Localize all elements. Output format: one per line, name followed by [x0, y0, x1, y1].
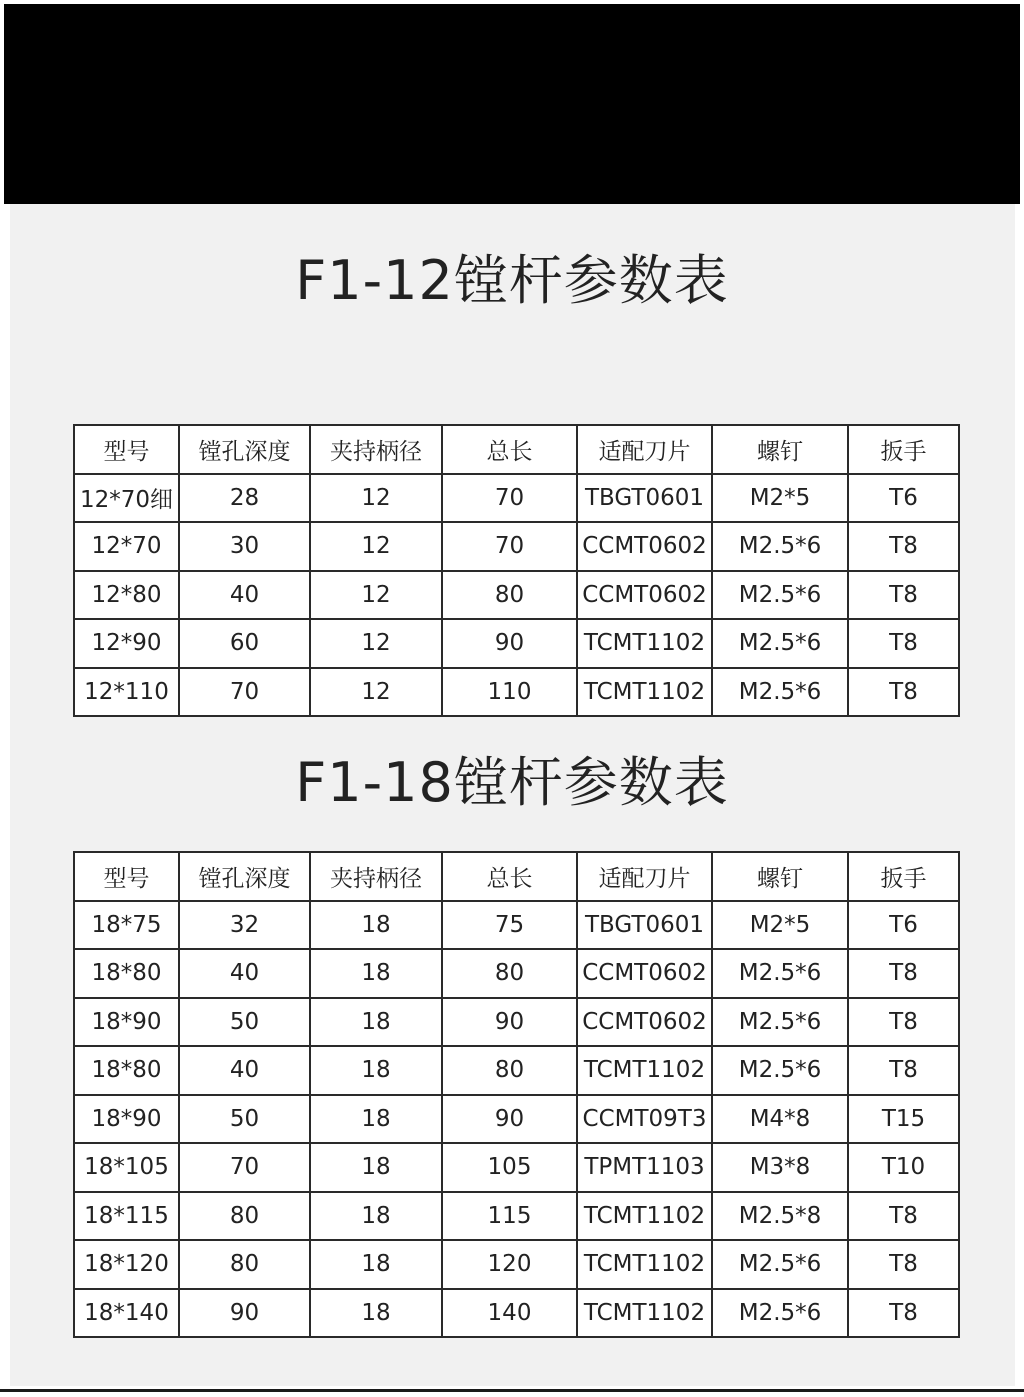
table-cell: T8: [848, 1240, 959, 1289]
table-cell: 12: [310, 522, 442, 571]
table-cell: 18*80: [74, 949, 179, 998]
table-cell: 18: [310, 998, 442, 1047]
table-cell: M2.5*6: [712, 668, 848, 717]
table-cell: 80: [442, 1046, 577, 1095]
table-cell: 70: [179, 668, 310, 717]
table-cell: T8: [848, 1289, 959, 1338]
table-cell: CCMT0602: [577, 949, 712, 998]
table-cell: M2.5*6: [712, 1046, 848, 1095]
table-cell: TCMT1102: [577, 619, 712, 668]
table-cell: 50: [179, 998, 310, 1047]
table-cell: 70: [179, 1143, 310, 1192]
table-row: [74, 998, 959, 1047]
table-cell: 18: [310, 901, 442, 950]
table-row: [74, 668, 959, 717]
table-cell: TCMT1102: [577, 1289, 712, 1338]
table-cell: M4*8: [712, 1095, 848, 1144]
table-cell: 12: [310, 668, 442, 717]
header-row: [74, 425, 959, 474]
table-cell: T8: [848, 1192, 959, 1241]
table-cell: 12: [310, 571, 442, 620]
table-row: [74, 1143, 959, 1192]
table-cell: T8: [848, 949, 959, 998]
table-cell: 12*70: [74, 522, 179, 571]
table-cell: 90: [179, 1289, 310, 1338]
table-cell: 18: [310, 1143, 442, 1192]
table-cell: M2.5*6: [712, 1240, 848, 1289]
table-cell: 18: [310, 949, 442, 998]
table-cell: M2.5*6: [712, 1289, 848, 1338]
table-cell: 90: [442, 1095, 577, 1144]
table-cell: 18*90: [74, 1095, 179, 1144]
table-cell: T8: [848, 522, 959, 571]
table-cell: 18: [310, 1095, 442, 1144]
table-cell: 18*115: [74, 1192, 179, 1241]
table-title-f1-12: F1-12镗杆参数表: [295, 249, 729, 312]
table-cell: 140: [442, 1289, 577, 1338]
table-cell: T6: [848, 474, 959, 523]
top-banner: [4, 4, 1020, 204]
table-cell: 18*105: [74, 1143, 179, 1192]
column-header: 螺钉: [712, 852, 848, 901]
column-header: 镗孔深度: [179, 852, 310, 901]
table-cell: 12*80: [74, 571, 179, 620]
table-cell: 30: [179, 522, 310, 571]
table-cell: 80: [442, 949, 577, 998]
table-cell: 18*80: [74, 1046, 179, 1095]
column-header: 镗孔深度: [179, 425, 310, 474]
table-cell: 70: [442, 474, 577, 523]
table-cell: 18: [310, 1289, 442, 1338]
table-cell: M2*5: [712, 901, 848, 950]
table-cell: 28: [179, 474, 310, 523]
table-cell: 12: [310, 619, 442, 668]
table-cell: 18: [310, 1192, 442, 1241]
table-cell: TCMT1102: [577, 1240, 712, 1289]
spec-table-f1-18: [73, 851, 960, 1338]
table-row: [74, 901, 959, 950]
table-cell: 18*75: [74, 901, 179, 950]
table-cell: T8: [848, 619, 959, 668]
table-cell: 70: [442, 522, 577, 571]
table-row: [74, 1289, 959, 1338]
table-cell: 90: [442, 619, 577, 668]
table-cell: 80: [179, 1240, 310, 1289]
table-cell: CCMT0602: [577, 571, 712, 620]
column-header: 螺钉: [712, 425, 848, 474]
table-cell: 12*90: [74, 619, 179, 668]
table-cell: M2.5*6: [712, 571, 848, 620]
table-cell: 90: [442, 998, 577, 1047]
column-header: 夹持柄径: [310, 852, 442, 901]
table-row: [74, 571, 959, 620]
table-cell: 18: [310, 1046, 442, 1095]
table-cell: M2.5*6: [712, 998, 848, 1047]
table-cell: 32: [179, 901, 310, 950]
table-cell: T8: [848, 998, 959, 1047]
table-cell: 18*90: [74, 998, 179, 1047]
table-cell: 80: [179, 1192, 310, 1241]
table-row: [74, 1095, 959, 1144]
column-header: 扳手: [848, 852, 959, 901]
table-cell: 18: [310, 1240, 442, 1289]
table-row: [74, 522, 959, 571]
table-cell: T10: [848, 1143, 959, 1192]
spec-table-f1-12: [73, 424, 960, 717]
table-cell: TBGT0601: [577, 474, 712, 523]
bottom-divider: [0, 1389, 1024, 1392]
table-cell: T8: [848, 1046, 959, 1095]
table-cell: CCMT0602: [577, 522, 712, 571]
header-row: [74, 852, 959, 901]
table-cell: T8: [848, 571, 959, 620]
table-cell: 12*110: [74, 668, 179, 717]
table-cell: T8: [848, 668, 959, 717]
table-cell: 115: [442, 1192, 577, 1241]
table-cell: 18*120: [74, 1240, 179, 1289]
table-cell: 80: [442, 571, 577, 620]
table-cell: T6: [848, 901, 959, 950]
table-cell: T15: [848, 1095, 959, 1144]
column-header: 总长: [442, 425, 577, 474]
table-row: [74, 949, 959, 998]
table-row: [74, 1046, 959, 1095]
table-cell: 110: [442, 668, 577, 717]
table-cell: CCMT09T3: [577, 1095, 712, 1144]
table-cell: 12: [310, 474, 442, 523]
table-row: [74, 619, 959, 668]
table-cell: 12*70细: [74, 474, 179, 523]
table-row: [74, 1240, 959, 1289]
table-title-f1-18: F1-18镗杆参数表: [295, 751, 729, 814]
table-cell: 40: [179, 1046, 310, 1095]
column-header: 型号: [74, 425, 179, 474]
column-header: 型号: [74, 852, 179, 901]
table-row: [74, 1192, 959, 1241]
table-cell: 105: [442, 1143, 577, 1192]
table-cell: TCMT1102: [577, 668, 712, 717]
table-cell: 18*140: [74, 1289, 179, 1338]
table-cell: M2.5*6: [712, 522, 848, 571]
table-cell: TBGT0601: [577, 901, 712, 950]
table-cell: TCMT1102: [577, 1192, 712, 1241]
column-header: 夹持柄径: [310, 425, 442, 474]
table-cell: TPMT1103: [577, 1143, 712, 1192]
table-cell: 40: [179, 571, 310, 620]
table-cell: M2.5*8: [712, 1192, 848, 1241]
table-cell: M3*8: [712, 1143, 848, 1192]
column-header: 适配刀片: [577, 425, 712, 474]
table-cell: 60: [179, 619, 310, 668]
table-cell: M2*5: [712, 474, 848, 523]
column-header: 总长: [442, 852, 577, 901]
table-cell: 50: [179, 1095, 310, 1144]
table-cell: TCMT1102: [577, 1046, 712, 1095]
column-header: 扳手: [848, 425, 959, 474]
table-row: [74, 474, 959, 523]
table-cell: 75: [442, 901, 577, 950]
table-cell: M2.5*6: [712, 949, 848, 998]
table-cell: M2.5*6: [712, 619, 848, 668]
table-cell: 120: [442, 1240, 577, 1289]
column-header: 适配刀片: [577, 852, 712, 901]
table-cell: 40: [179, 949, 310, 998]
table-cell: CCMT0602: [577, 998, 712, 1047]
